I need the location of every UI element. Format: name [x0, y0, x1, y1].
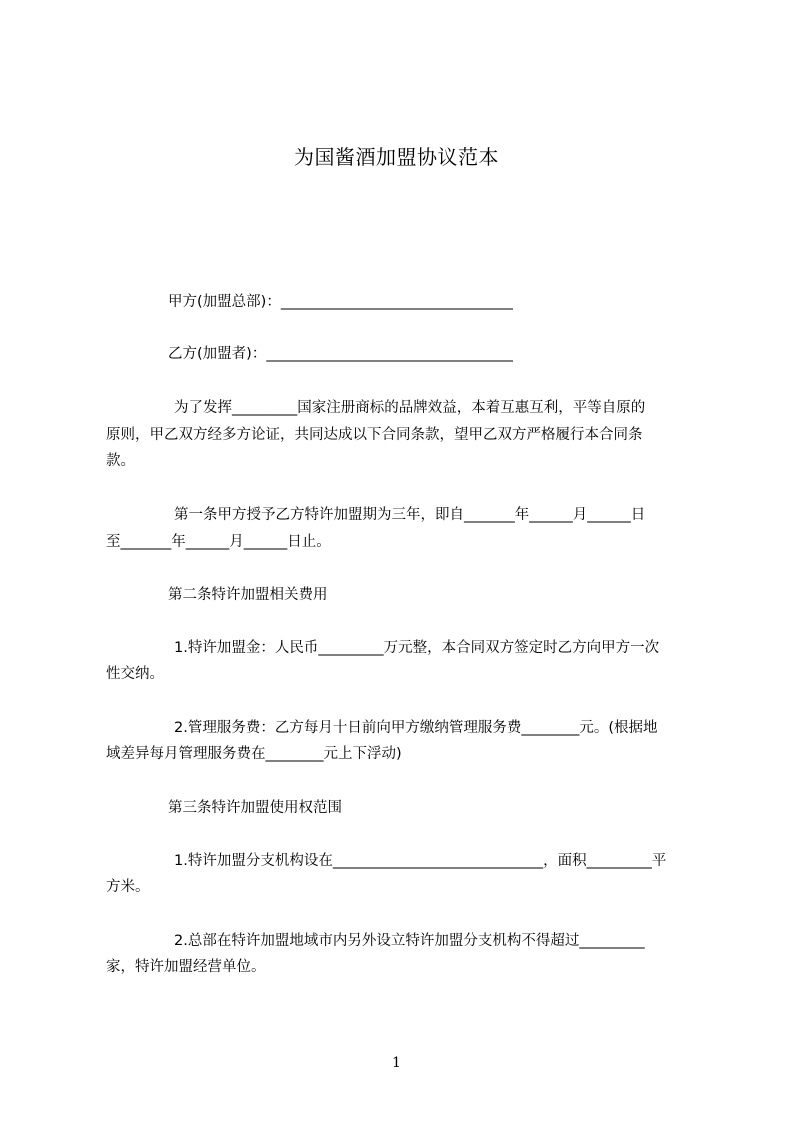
article-2-item-1-line-2: 性交纳。	[106, 666, 164, 682]
page-number: 1	[392, 1055, 401, 1071]
intro-paragraph-line-2: 原则，甲乙双方经多方论证，共同达成以下合同条款，望甲乙双方严格履行本合同条	[106, 427, 643, 443]
article-1-line-2: 至_______年______月______日止。	[106, 534, 331, 550]
party-b-line: 乙方(加盟者)：__________________________________	[168, 346, 513, 362]
article-3-item-2-line-2: 家，特许加盟经营单位。	[106, 959, 266, 975]
article-2-heading: 第二条特许加盟相关费用	[168, 587, 328, 603]
article-3-heading: 第三条特许加盟使用权范围	[168, 800, 342, 816]
article-2-item-1-line-1: 1.特许加盟金：人民币_________万元整，本合同双方签定时乙方向甲方一次	[174, 640, 660, 656]
document-title: 为国酱酒加盟协议范本	[294, 145, 499, 169]
article-2-item-2-line-1: 2.管理服务费：乙方每月十日前向甲方缴纳管理服务费________元。(根据地	[174, 720, 658, 736]
article-1-line-1: 第一条甲方授予乙方特许加盟期为三年，即自_______年______月______日	[174, 507, 646, 523]
intro-paragraph-line-1: 为了发挥_________国家注册商标的品牌效益，本着互惠互利，平等自原的	[174, 400, 646, 416]
article-2-item-2-line-2: 域差异每月管理服务费在________元上下浮动)	[106, 746, 402, 762]
article-3-item-2-line-1: 2.总部在特许加盟地域市内另外设立特许加盟分支机构不得超过_________	[174, 933, 645, 949]
article-3-item-1-line-1: 1.特许加盟分支机构设在_____________________________，面积_________平	[174, 853, 667, 869]
intro-paragraph-line-3: 款。	[106, 453, 135, 469]
party-a-line: 甲方(加盟总部)：________________________________	[168, 294, 513, 310]
article-3-item-1-line-2: 方米。	[106, 879, 150, 895]
